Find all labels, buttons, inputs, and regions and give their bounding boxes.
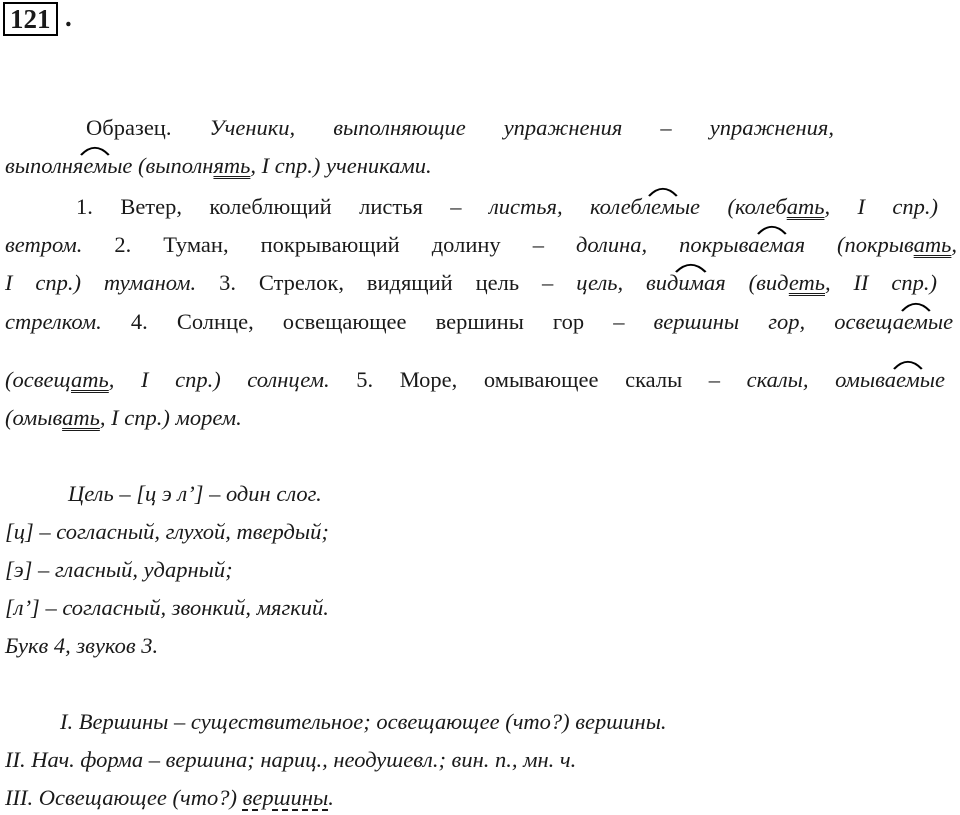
- suffix-marker: ем: [904, 308, 928, 336]
- dashed-underlined-word: вершины: [242, 785, 329, 810]
- item-text: Туман, покрывающий долину: [163, 232, 501, 257]
- item-number: 2.: [114, 232, 132, 257]
- sample-result-start: упражнения,: [709, 115, 835, 140]
- suffix-marker: ем: [896, 366, 920, 394]
- sample-sentence: Ученики, выполняющие упражнения: [209, 115, 623, 140]
- morph-line-3: III. Освещающее (что?) вершины.: [5, 785, 334, 810]
- sample-word-end: ые (выполн: [107, 153, 214, 178]
- sample-line-2: [5, 152, 960, 180]
- phonetic-title: Цель – [ц э л’] – один слог.: [68, 481, 322, 506]
- item-inf: (освещать, I спр.) солнцем.: [5, 367, 330, 392]
- phonetic-line: [э] – гласный, ударный;: [5, 557, 233, 582]
- item-2-line: [5, 231, 957, 259]
- item-number: 4.: [130, 309, 148, 334]
- item-agent: ветром.: [5, 232, 83, 257]
- item-text: Ветер, колеблющий листья: [120, 194, 423, 219]
- suffix-marker: ем: [760, 231, 784, 259]
- phonetic-line: [л’] – согласный, звонкий, мягкий.: [5, 595, 329, 620]
- sample-line-1: [0, 114, 834, 142]
- item-result: вершины гор, освеща емые: [654, 309, 954, 334]
- item-result: листья, колебл емые (колебать, I спр.): [489, 194, 938, 219]
- suffix-marker: ем: [651, 193, 675, 221]
- dash: –: [542, 270, 554, 295]
- sample-word-root: выполня: [5, 153, 84, 178]
- phonetic-line: [ц] – согласный, глухой, твердый;: [5, 519, 329, 544]
- inf-ending: ять: [213, 153, 251, 178]
- sample-label: Образец.: [86, 115, 172, 140]
- item-text: Солнце, освещающее вершины гор: [176, 309, 585, 334]
- item-3-line: [5, 269, 937, 297]
- suffix-marker: ем: [83, 152, 107, 180]
- item-text: Море, омывающее скалы: [399, 367, 683, 392]
- item-result: скалы, омыва емые: [747, 367, 945, 392]
- dash: –: [532, 232, 544, 257]
- item-result: долина, покрыва емая (покрывать,: [576, 232, 957, 257]
- item-conj: I спр.) туманом.: [5, 270, 197, 295]
- phonetic-summary: Букв 4, звуков 3.: [5, 633, 159, 658]
- sample-dash: –: [660, 115, 672, 140]
- item-number: 3.: [219, 270, 236, 295]
- item-5-line: [5, 366, 945, 394]
- exercise-number: 121: [3, 2, 58, 36]
- dash: –: [450, 194, 462, 219]
- exercise-number-dot: .: [65, 2, 72, 32]
- item-text: Стрелок, видящий цель: [258, 270, 520, 295]
- dash: –: [708, 367, 721, 392]
- item-number: 1.: [76, 194, 93, 219]
- morph-line-2: II. Нач. форма – вершина; нариц., неодушевл.; вин. п., мн. ч.: [5, 747, 577, 772]
- sample-conj: , I спр.) учениками.: [250, 153, 432, 178]
- item-4-line: [5, 308, 953, 336]
- morph-line-1: I. Вершины – существительное; освещающее (что?) вершины.: [60, 709, 667, 734]
- item-agent: стрелком.: [5, 309, 102, 334]
- item-number: 5.: [356, 367, 374, 392]
- item-1-line: [0, 193, 938, 221]
- item-5-end-line: (омывать, I спр.) морем.: [5, 405, 242, 430]
- suffix-marker: им: [678, 269, 704, 297]
- inf-ending: ать: [62, 405, 100, 430]
- dash: –: [613, 309, 625, 334]
- item-result: цель, вид имая (видеть, II спр.): [576, 270, 937, 295]
